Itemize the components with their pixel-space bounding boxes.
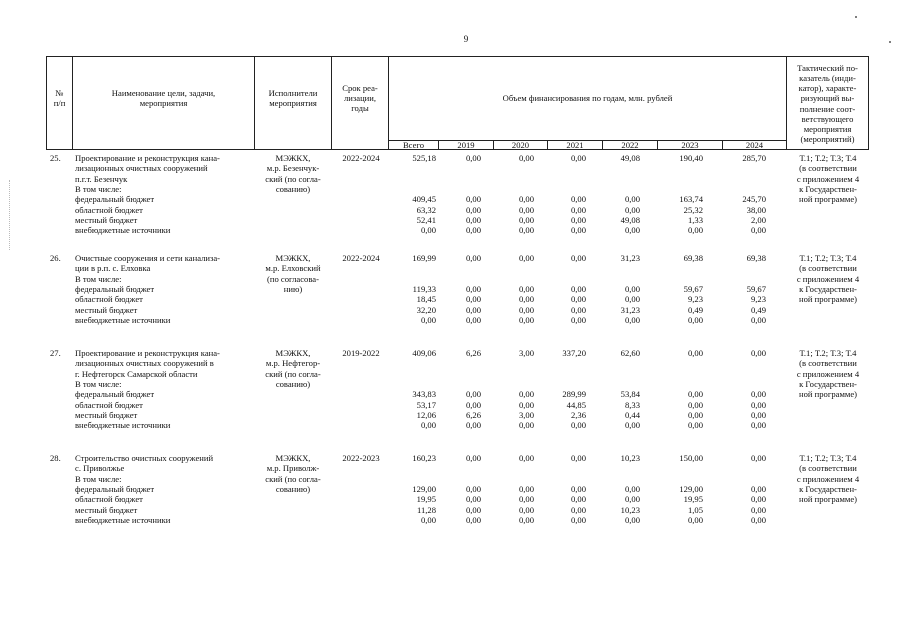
row-name-line: Проектирование и реконструкция кана-: [75, 153, 220, 163]
row-indicator-line: (в соответствии: [799, 263, 857, 274]
row-breakdown-value: 0,00: [624, 314, 640, 325]
row-period: 2022-2024: [342, 253, 380, 263]
row-indicator-line: Т.1; Т.2; Т.3; Т.4: [799, 253, 857, 263]
row-breakdown-value: 0,00: [687, 514, 703, 525]
row-name-line: В том числе:: [75, 183, 122, 194]
row-breakdown-value: 0,00: [465, 514, 481, 525]
row-breakdown-value: 0,00: [570, 314, 586, 325]
row-breakdown-value: 44,85: [566, 399, 586, 410]
row-breakdown-value: 0,00: [624, 283, 640, 294]
row-name-line: внебюджетные источники: [75, 314, 171, 325]
row-breakdown-value: 59,67: [683, 283, 703, 294]
row-total-value: 10,23: [620, 453, 640, 463]
row-breakdown-value: 129,00: [412, 483, 436, 494]
row-breakdown-value: 9,23: [687, 294, 703, 305]
row-breakdown-value: 0,00: [465, 194, 481, 205]
row-breakdown-value: 0,00: [465, 399, 481, 410]
row-name-line: областной бюджет: [75, 204, 143, 215]
row-breakdown-value: 289,99: [562, 389, 586, 400]
row-breakdown-value: 0,00: [518, 283, 534, 294]
row-breakdown-value: 0,00: [687, 420, 703, 431]
header-year: 2023: [681, 140, 699, 150]
row-breakdown-value: 0,00: [465, 504, 481, 515]
row-total-value: 285,70: [742, 153, 766, 163]
row-breakdown-value: 0,00: [624, 483, 640, 494]
row-breakdown-value: 0,00: [750, 314, 766, 325]
row-name-line: внебюджетные источники: [75, 420, 171, 431]
row-breakdown-value: 18,45: [416, 294, 436, 305]
row-total-value: 169,99: [412, 253, 436, 263]
row-breakdown-value: 0,00: [420, 420, 436, 431]
header-indicator: Тактический по- казатель (инди- катор), характе- ризующий вы- полнение соот- ветствующего мероприятия (мероприятий): [797, 62, 858, 145]
row-indicator-line: ной программе): [798, 194, 858, 205]
row-indicator-line: с приложением 4: [796, 368, 860, 379]
row-breakdown-value: 0,00: [624, 194, 640, 205]
row-breakdown-value: 0,00: [518, 304, 534, 315]
row-breakdown-value: 0,00: [465, 225, 481, 236]
row-executor-line: сованию): [275, 183, 311, 194]
header-year: 2020: [511, 140, 530, 150]
row-executor-line: МЭЖКХ,: [275, 348, 311, 358]
header-right-line: [868, 56, 869, 150]
row-name-line: п.г.т. Безенчук: [75, 173, 128, 184]
row-breakdown-value: 0,00: [624, 514, 640, 525]
row-name-line: В том числе:: [75, 378, 122, 389]
header-year: 2021: [566, 140, 584, 150]
row-executor-line: ский (по согла-: [265, 473, 321, 484]
row-total-value: 0,00: [570, 253, 586, 263]
row-breakdown-value: 0,00: [465, 283, 481, 294]
row-breakdown-value: 0,00: [750, 420, 766, 431]
row-breakdown-value: 9,23: [750, 294, 766, 305]
row-name-line: внебюджетные источники: [75, 514, 171, 525]
row-executor-line: м.р. Безенчук-: [266, 163, 320, 174]
header-financing: Объем финансирования по годам, млн. рублей: [502, 92, 673, 103]
row-breakdown-value: 0,00: [570, 483, 586, 494]
row-breakdown-value: 0,00: [570, 504, 586, 515]
row-total-value: 62,60: [620, 348, 640, 358]
row-breakdown-value: 343,83: [412, 389, 436, 400]
row-breakdown-value: 0,00: [687, 314, 703, 325]
row-executor-line: ский (по согла-: [265, 173, 321, 184]
row-total-value: 0,00: [750, 453, 766, 463]
row-total-value: 0,00: [570, 153, 586, 163]
row-name-line: В том числе:: [75, 273, 122, 284]
row-breakdown-value: 0,00: [570, 194, 586, 205]
row-name-line: с. Приволжье: [75, 463, 125, 474]
row-breakdown-value: 0,00: [750, 409, 766, 420]
row-name-line: федеральный бюджет: [75, 389, 155, 400]
row-name-line: областной бюджет: [75, 294, 143, 305]
row-indicator-line: ной программе): [798, 389, 858, 400]
row-name-line: В том числе:: [75, 473, 122, 484]
row-name-line: лизационных очистных сооружений в: [75, 358, 214, 369]
row-breakdown-value: 49,08: [620, 214, 640, 225]
row-breakdown-value: 11,28: [416, 504, 436, 515]
row-breakdown-value: 0,00: [624, 420, 640, 431]
row-name-line: внебюджетные источники: [75, 225, 171, 236]
row-name-line: Проектирование и реконструкция кана-: [75, 348, 220, 358]
row-breakdown-value: 0,00: [518, 214, 534, 225]
row-breakdown-value: 1,05: [687, 504, 703, 515]
row-total-value: 69,38: [746, 253, 766, 263]
row-executor-line: сованию): [275, 483, 311, 494]
row-indicator-line: к Государствен-: [799, 283, 857, 294]
row-breakdown-value: 0,00: [750, 389, 766, 400]
row-breakdown-value: 0,00: [518, 514, 534, 525]
row-breakdown-value: 0,00: [570, 294, 586, 305]
row-name-line: местный бюджет: [75, 504, 138, 515]
row-breakdown-value: 0,00: [750, 514, 766, 525]
row-executor-line: МЭЖКХ,: [275, 453, 311, 463]
row-indicator-line: (в соответствии: [799, 463, 857, 474]
row-total-value: 0,00: [465, 253, 481, 263]
header-year: 2024: [745, 140, 764, 150]
row-breakdown-value: 3,00: [518, 409, 534, 420]
row-name-line: федеральный бюджет: [75, 483, 155, 494]
row-breakdown-value: 0,00: [750, 225, 766, 236]
row-name-line: Очистные сооружения и сети канализа-: [75, 253, 221, 263]
row-total-value: 6,26: [465, 348, 481, 358]
row-indicator-line: к Государствен-: [799, 483, 857, 494]
row-name-line: г. Нефтегорск Самарской области: [75, 368, 198, 379]
scan-speck: [889, 41, 891, 43]
row-executor-line: м.р. Елховский: [265, 263, 321, 274]
row-total-value: 0,00: [518, 153, 534, 163]
row-breakdown-value: 0,00: [518, 494, 534, 505]
header-year: 2019: [457, 140, 475, 150]
row-name-line: местный бюджет: [75, 304, 138, 315]
row-name-line: лизационных очистных сооружений: [75, 163, 208, 174]
row-total-value: 0,00: [518, 453, 534, 463]
row-breakdown-value: 0,00: [570, 304, 586, 315]
row-breakdown-value: 0,00: [518, 504, 534, 515]
row-indicator-line: с приложением 4: [796, 473, 860, 484]
row-breakdown-value: 0,00: [465, 204, 481, 215]
row-breakdown-value: 0,44: [624, 409, 640, 420]
row-breakdown-value: 0,00: [518, 483, 534, 494]
row-executor-line: м.р. Нефтегор-: [265, 358, 321, 369]
row-breakdown-value: 0,00: [518, 225, 534, 236]
row-breakdown-value: 0,49: [750, 304, 766, 315]
row-name-line: федеральный бюджет: [75, 194, 155, 205]
row-breakdown-value: 0,00: [518, 294, 534, 305]
row-breakdown-value: 0,00: [750, 504, 766, 515]
row-total-value: 525,18: [412, 153, 436, 163]
row-breakdown-value: 19,95: [683, 494, 703, 505]
header-num: № п/п: [53, 87, 66, 108]
row-executor-line: (по согласова-: [267, 273, 319, 284]
row-breakdown-value: 52,41: [416, 214, 436, 225]
row-breakdown-value: 0,00: [465, 294, 481, 305]
row-name-line: областной бюджет: [75, 399, 143, 410]
row-breakdown-value: 0,00: [570, 514, 586, 525]
row-breakdown-value: 8,33: [624, 399, 640, 410]
row-indicator-line: ной программе): [798, 294, 858, 305]
row-total-value: 69,38: [683, 253, 703, 263]
row-breakdown-value: 0,00: [570, 283, 586, 294]
row-number: 26.: [50, 253, 61, 263]
row-breakdown-value: 0,00: [687, 225, 703, 236]
row-total-value: 0,00: [570, 453, 586, 463]
row-executor-line: ский (по согла-: [265, 368, 321, 379]
row-breakdown-value: 0,00: [518, 314, 534, 325]
row-indicator-line: (в соответствии: [799, 358, 857, 369]
row-breakdown-value: 0,00: [624, 294, 640, 305]
row-total-value: 409,06: [412, 348, 436, 358]
row-breakdown-value: 12,06: [416, 409, 436, 420]
row-executor-line: МЭЖКХ,: [275, 253, 311, 263]
row-breakdown-value: 38,00: [746, 204, 766, 215]
row-total-value: 0,00: [465, 453, 481, 463]
row-breakdown-value: 0,00: [518, 420, 534, 431]
row-breakdown-value: 0,00: [750, 399, 766, 410]
row-name-line: федеральный бюджет: [75, 283, 155, 294]
row-total-value: 190,40: [679, 153, 703, 163]
row-breakdown-value: 0,00: [570, 214, 586, 225]
row-indicator-line: к Государствен-: [799, 183, 857, 194]
row-total-value: 49,08: [620, 153, 640, 163]
row-total-value: 31,23: [620, 253, 640, 263]
row-number: 28.: [50, 453, 61, 463]
row-breakdown-value: 25,32: [683, 204, 703, 215]
row-breakdown-value: 6,26: [465, 409, 481, 420]
row-breakdown-value: 63,32: [416, 204, 436, 215]
row-executor-line: сованию): [275, 378, 311, 389]
row-total-value: 150,00: [679, 453, 703, 463]
row-breakdown-value: 53,84: [620, 389, 640, 400]
row-name-line: местный бюджет: [75, 214, 138, 225]
row-number: 27.: [50, 348, 61, 358]
row-breakdown-value: 31,23: [620, 304, 640, 315]
header-total: Всего: [402, 140, 425, 150]
header-year: 2022: [621, 140, 639, 150]
row-executor-line: м.р. Приволж-: [266, 463, 320, 474]
header-executors: Исполнители мероприятия: [268, 87, 318, 108]
row-breakdown-value: 0,00: [687, 389, 703, 400]
row-period: 2022-2024: [342, 153, 380, 163]
row-breakdown-value: 0,00: [420, 225, 436, 236]
row-breakdown-value: 163,74: [679, 194, 703, 205]
row-indicator-line: с приложением 4: [796, 273, 860, 284]
row-breakdown-value: 129,00: [679, 483, 703, 494]
row-indicator-line: Т.1; Т.2; Т.3; Т.4: [799, 453, 857, 463]
row-breakdown-value: 0,00: [624, 225, 640, 236]
row-breakdown-value: 53,17: [416, 399, 436, 410]
row-breakdown-value: 0,00: [465, 420, 481, 431]
row-breakdown-value: 0,00: [570, 204, 586, 215]
row-total-value: 3,00: [518, 348, 534, 358]
row-breakdown-value: 0,00: [687, 399, 703, 410]
row-breakdown-value: 0,00: [518, 194, 534, 205]
row-breakdown-value: 0,00: [570, 494, 586, 505]
row-period: 2022-2023: [342, 453, 380, 463]
row-breakdown-value: 0,00: [518, 389, 534, 400]
row-breakdown-value: 32,20: [416, 304, 436, 315]
row-executor-line: МЭЖКХ,: [275, 153, 311, 163]
row-breakdown-value: 2,36: [570, 409, 586, 420]
row-breakdown-value: 0,00: [465, 214, 481, 225]
scan-speck: [855, 16, 857, 18]
row-name-line: областной бюджет: [75, 494, 143, 505]
row-breakdown-value: 0,00: [465, 483, 481, 494]
row-total-value: 0,00: [750, 348, 766, 358]
row-indicator-line: к Государствен-: [799, 378, 857, 389]
row-breakdown-value: 0,00: [624, 204, 640, 215]
row-breakdown-value: 19,95: [416, 494, 436, 505]
row-number: 25.: [50, 153, 61, 163]
row-total-value: 337,20: [562, 348, 586, 358]
row-breakdown-value: 0,00: [465, 314, 481, 325]
row-breakdown-value: 0,00: [750, 483, 766, 494]
row-period: 2019-2022: [342, 348, 380, 358]
row-indicator-line: (в соответствии: [799, 163, 857, 174]
row-breakdown-value: 0,00: [624, 494, 640, 505]
row-total-value: 160,23: [412, 453, 436, 463]
row-breakdown-value: 0,00: [687, 409, 703, 420]
row-breakdown-value: 119,33: [412, 283, 436, 294]
header-name: Наименование цели, задачи, мероприятия: [111, 87, 216, 108]
row-breakdown-value: 0,00: [465, 304, 481, 315]
row-breakdown-value: 0,00: [465, 389, 481, 400]
row-name-line: Строительство очистных сооружений: [75, 453, 214, 463]
header-period: Срок реа- лизации, годы: [342, 82, 378, 114]
row-breakdown-value: 0,00: [518, 204, 534, 215]
row-breakdown-value: 0,00: [570, 225, 586, 236]
row-breakdown-value: 0,00: [420, 314, 436, 325]
row-total-value: 0,00: [465, 153, 481, 163]
row-breakdown-value: 0,00: [465, 494, 481, 505]
scan-edge-mark: [9, 180, 11, 250]
row-indicator-line: Т.1; Т.2; Т.3; Т.4: [799, 348, 857, 358]
row-breakdown-value: 59,67: [746, 283, 766, 294]
row-breakdown-value: 0,00: [750, 494, 766, 505]
row-breakdown-value: 245,70: [742, 194, 766, 205]
row-breakdown-value: 10,23: [620, 504, 640, 515]
row-total-value: 0,00: [518, 253, 534, 263]
row-name-line: ции в р.п. с. Елховка: [75, 263, 151, 274]
row-breakdown-value: 2,00: [750, 214, 766, 225]
row-breakdown-value: 0,49: [687, 304, 703, 315]
page-number: 9: [463, 34, 469, 44]
row-breakdown-value: 1,33: [687, 214, 703, 225]
row-indicator-line: с приложением 4: [796, 173, 860, 184]
row-breakdown-value: 0,00: [420, 514, 436, 525]
row-breakdown-value: 0,00: [518, 399, 534, 410]
row-name-line: местный бюджет: [75, 409, 138, 420]
row-executor-line: нию): [283, 283, 303, 294]
row-indicator-line: ной программе): [798, 494, 858, 505]
row-breakdown-value: 409,45: [412, 194, 436, 205]
row-breakdown-value: 0,00: [570, 420, 586, 431]
row-total-value: 0,00: [687, 348, 703, 358]
row-indicator-line: Т.1; Т.2; Т.3; Т.4: [799, 153, 857, 163]
